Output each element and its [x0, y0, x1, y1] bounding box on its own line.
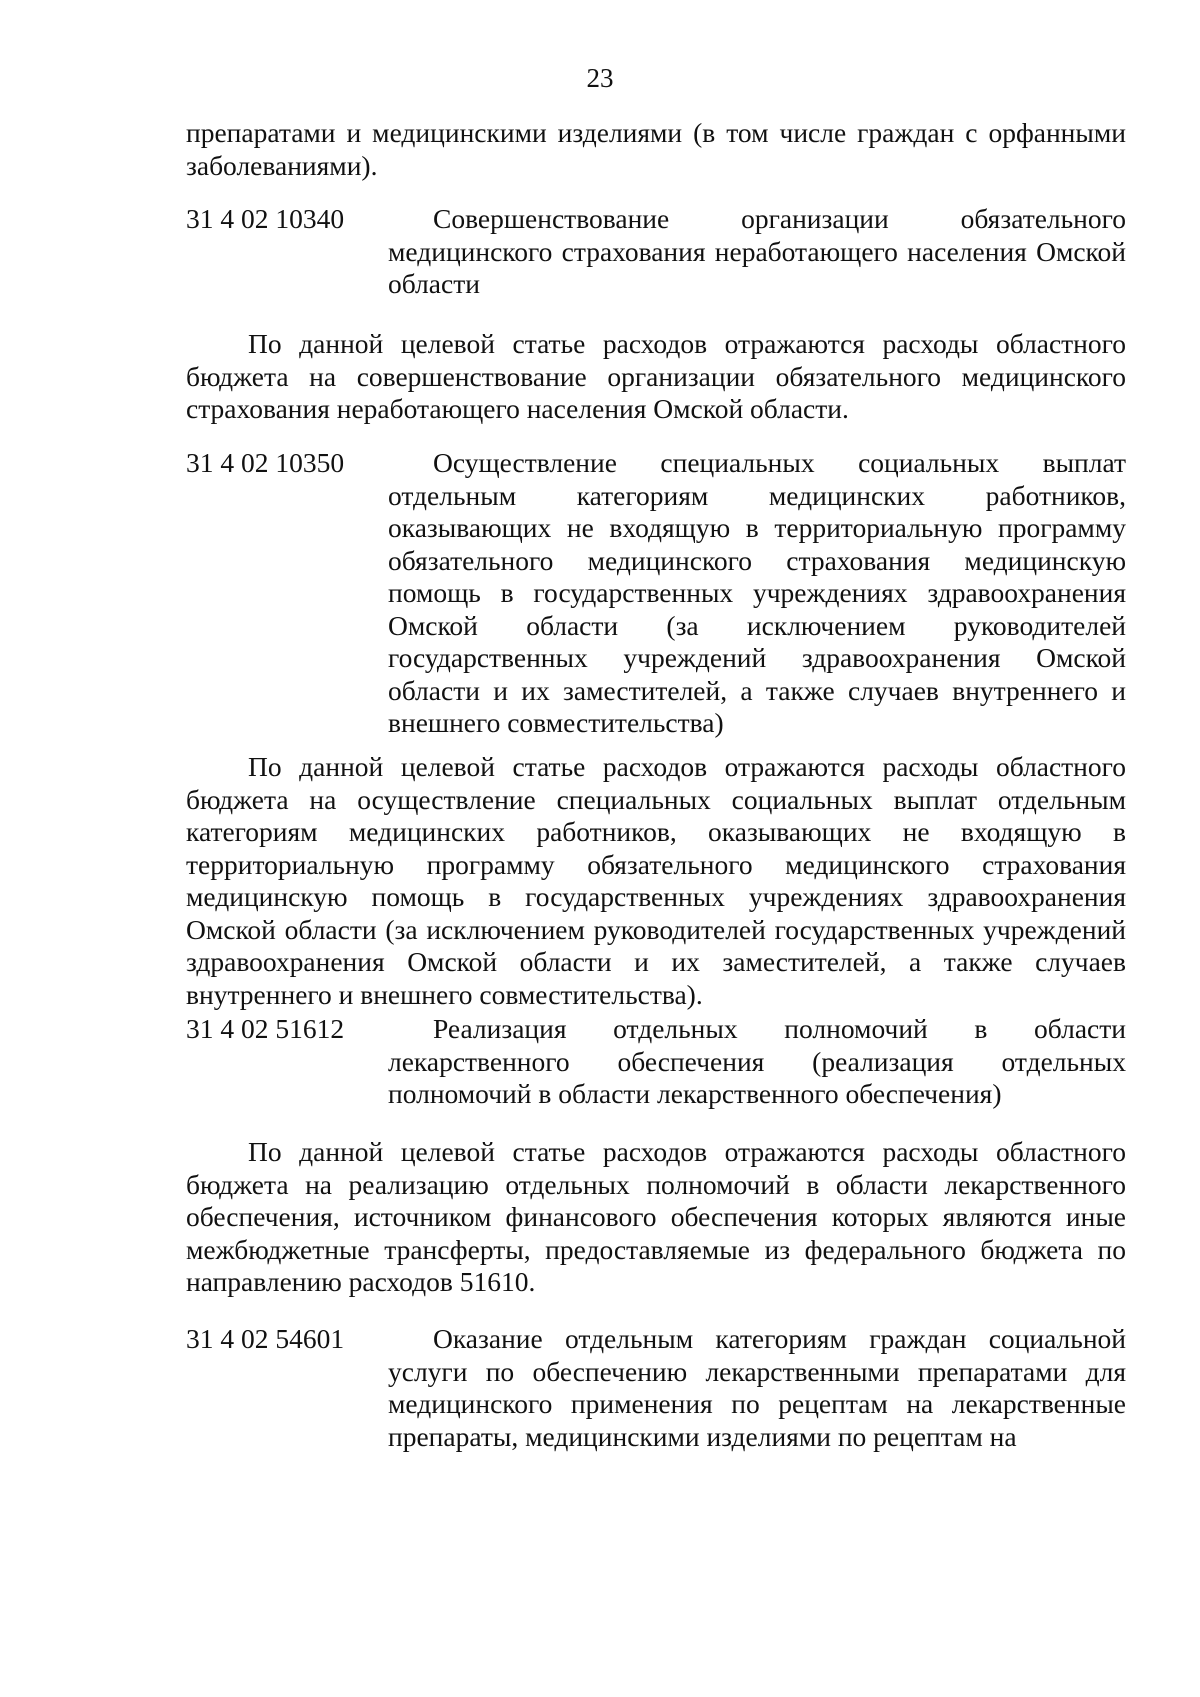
entry-title: Осуществление специальных социальных выплат отдельным категориям медицинских работников, оказывающих не входящую в территориальную программу обязательного медицинского страхования медицинскую помощь в государственных учреждениях здравоохранения Омской области (за исключением руководителей государственных учреждений здравоохранения Омской области и их заместителей, а также случаев внутреннего и внешнего совместительства): [388, 447, 1126, 738]
entry-description: По данной целевой статье расходов отражаются расходы областного бюджета на реализацию отдельных полномочий в области лекарственного обеспечения, источником финансового обеспечения которых являются иные межбюджетные трансферты, предоставляемые из федерального бюджета по направлению расходов 51610.: [186, 1136, 1126, 1297]
page-number: 23: [586, 63, 614, 93]
entry-code: 31 4 02 51612: [186, 1013, 345, 1044]
entry-title: Реализация отдельных полномочий в области лекарственного обеспечения (реализация отдельных полномочий в области лекарственного обеспечения): [388, 1013, 1126, 1109]
entry-title: Совершенствование организации обязательного медицинского страхования неработающего населения Омской области: [388, 203, 1126, 299]
entry-description: По данной целевой статье расходов отражаются расходы областного бюджета на осуществление специальных социальных выплат отдельным категориям медицинских работников, оказывающих не входящую в территориальную программу обязательного медицинского страхования медицинскую помощь в государственных учреждениях здравоохранения Омской области (за исключением руководителей государственных учреждений здравоохранения Омской области и их заместителей, а также случаев внутреннего и внешнего совместительства).: [186, 751, 1126, 1010]
continuation-paragraph: препаратами и медицинскими изделиями (в том числе граждан с орфанными заболеваниями).: [186, 117, 1126, 181]
entry-code: 31 4 02 54601: [186, 1323, 345, 1354]
entry-code: 31 4 02 10340: [186, 203, 345, 234]
entry-description: По данной целевой статье расходов отражаются расходы областного бюджета на совершенствование организации обязательного медицинского страхования неработающего населения Омской области.: [186, 328, 1126, 424]
entry-title: Оказание отдельным категориям граждан социальной услуги по обеспечению лекарственными препаратами для медицинского применения по рецептам на лекарственные препараты, медицинскими изделиями по рецептам на: [388, 1323, 1126, 1452]
entry-code: 31 4 02 10350: [186, 447, 345, 478]
